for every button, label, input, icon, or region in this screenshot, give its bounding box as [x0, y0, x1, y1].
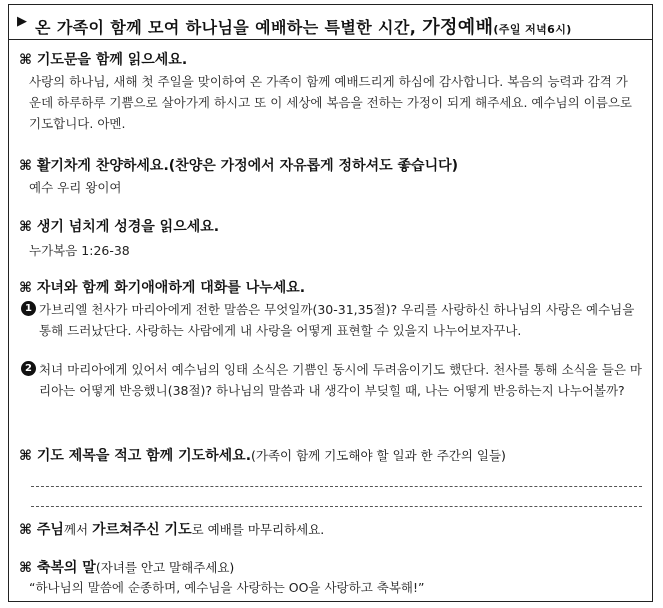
arrow-icon: ▶	[17, 14, 27, 29]
scripture-section	[19, 216, 644, 261]
talk-heading: ⌘ 자녀와 함께 화기애애하게 대화를 나누세요.	[19, 280, 306, 296]
talk-section	[19, 277, 644, 297]
prayer-topic-heading: ⌘ 기도 제목을 적고 함께 기도하세요.(가족이 함께 기도해야 할 일과 한 주간의 일들)	[19, 448, 506, 464]
title-main: 온 가족이 함께 모여 하나님을 예배하는 특별한 시간,	[35, 18, 423, 37]
talk-question-1	[21, 299, 642, 341]
scripture-heading: ⌘ 생기 넘치게 성경을 읽으세요.	[19, 219, 220, 235]
prayer-section	[19, 49, 644, 134]
praise-body: 예수 우리 왕이여	[29, 180, 122, 195]
blessing-section	[19, 557, 644, 598]
blessing-heading: ⌘ 축복의 말(자녀를 안고 말해주세요)	[19, 560, 235, 576]
talk-question-2	[21, 359, 642, 401]
question-1-text: 가브리엘 천사가 마리아에게 전한 말씀은 무엇일까(30-31,35절)? 우리를 사랑하신 하나님의 사랑은 예수님을 통해 드러났단다. 사랑하는 사람에게 내 사랑을 어떻게 표현할 수 있을지 나누어보자꾸나.	[39, 302, 635, 338]
number-2-icon: 2	[21, 361, 36, 376]
scripture-body: 누가복음 1:26-38	[29, 243, 130, 258]
blessing-note: (자녀를 안고 말해주세요)	[95, 560, 235, 575]
prayer-heading: ⌘ 기도문을 함께 읽으세요.	[19, 52, 188, 68]
blessing-body: “하나님의 말씀에 순종하며, 예수님을 사랑하는 OO을 사랑하고 축복해!”	[29, 580, 425, 595]
closing-heading: ⌘ 주님께서 가르쳐주신 기도로 예배를 마무리하세요.	[19, 522, 325, 538]
prayer-topic-section	[19, 445, 644, 465]
title-bar	[9, 5, 652, 40]
number-1-icon: 1	[21, 301, 36, 316]
worship-guide-frame	[8, 4, 653, 602]
praise-section	[19, 155, 644, 198]
prayer-body: 사랑의 하나님, 새해 첫 주일을 맞이하여 온 가족이 함께 예배드리게 하심에 감사합니다. 복음의 능력과 감격 가운데 하루하루 기쁨으로 살아가게 하시고 또 이 세상에 복음을 전하는 가정이 되게 해주세요. 예수님의 이름으로 기도합니다. 아멘.	[29, 74, 632, 131]
writing-line-2	[31, 506, 642, 507]
page-title	[35, 13, 572, 39]
closing-section	[19, 519, 644, 539]
title-time: (주일 저녁6시)	[493, 23, 572, 36]
question-2-text: 처녀 마리아에게 있어서 예수님의 잉태 소식은 기쁨인 동시에 두려움이기도 했단다. 천사를 통해 소식을 들은 마리아는 어떻게 반응했니(38절)? 하나님의 말씀과 내 생각이 부딪힐 때, 나는 어떻게 반응하는지 나누어볼까?	[39, 362, 642, 398]
praise-heading: ⌘ 활기차게 찬양하세요.(찬양은 가정에서 자유롭게 정하셔도 좋습니다)	[19, 158, 459, 174]
writing-line-1	[31, 486, 642, 487]
title-emphasis: 가정예배	[422, 17, 494, 38]
prayer-topic-note: (가족이 함께 기도해야 할 일과 한 주간의 일들)	[251, 448, 506, 463]
